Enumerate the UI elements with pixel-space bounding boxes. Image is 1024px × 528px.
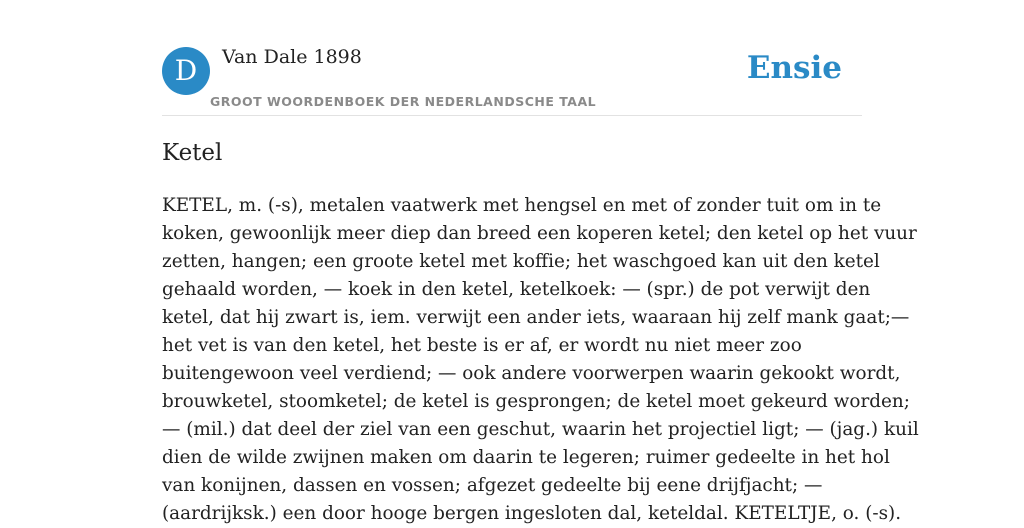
definition-line: — (mil.) dat deel der ziel van een geschut, waarin het projectiel ligt; — (jag.) kuil (162, 419, 919, 440)
definition-line: KETEL, m. (-s), metalen vaatwerk met hengsel en met of zonder tuit om in te (162, 195, 882, 216)
entry-title: Ketel (162, 140, 223, 166)
dictionary-logo[interactable]: D (162, 47, 210, 95)
definition-line: brouwketel, stoomketel; de ketel is gesprongen; de ketel moet gekeurd worden; (162, 391, 910, 412)
definition-line: koken, gewoonlijk meer diep dan breed een koperen ketel; den ketel op het vuur (162, 223, 917, 244)
definition-line: ketel, dat hij zwart is, iem. verwijt een ander iets, waaraan hij zelf mank gaat;— (162, 307, 910, 328)
definition-line: buitengewoon veel verdiend; — ook andere voorwerpen waarin gekookt wordt, (162, 363, 901, 384)
dictionary-subtitle: GROOT WOORDENBOEK DER NEDERLANDSCHE TAAL (210, 94, 597, 109)
entry-definition (162, 192, 919, 528)
ensie-brand-link[interactable]: Ensie (746, 50, 842, 86)
header-divider (162, 115, 862, 116)
dictionary-header (162, 46, 862, 116)
definition-line: van konijnen, dassen en vossen; afgezet gedeelte bij eene drijfjacht; — (162, 475, 823, 496)
definition-line: zetten, hangen; een groote ketel met koffie; het waschgoed kan uit den ketel (162, 251, 880, 272)
definition-line: dien de wilde zwijnen maken om daarin te legeren; ruimer gedeelte in het hol (162, 447, 890, 468)
definition-line: (aardrijksk.) een door hooge bergen ingesloten dal, keteldal. KETELTJE, o. (-s). (162, 503, 902, 524)
definition-line: gehaald worden, — koek in den ketel, ketelkoek: — (spr.) de pot verwijt den (162, 279, 871, 300)
dictionary-title[interactable]: Van Dale 1898 (222, 46, 362, 68)
definition-line: het vet is van den ketel, het beste is er af, er wordt nu niet meer zoo (162, 335, 802, 356)
